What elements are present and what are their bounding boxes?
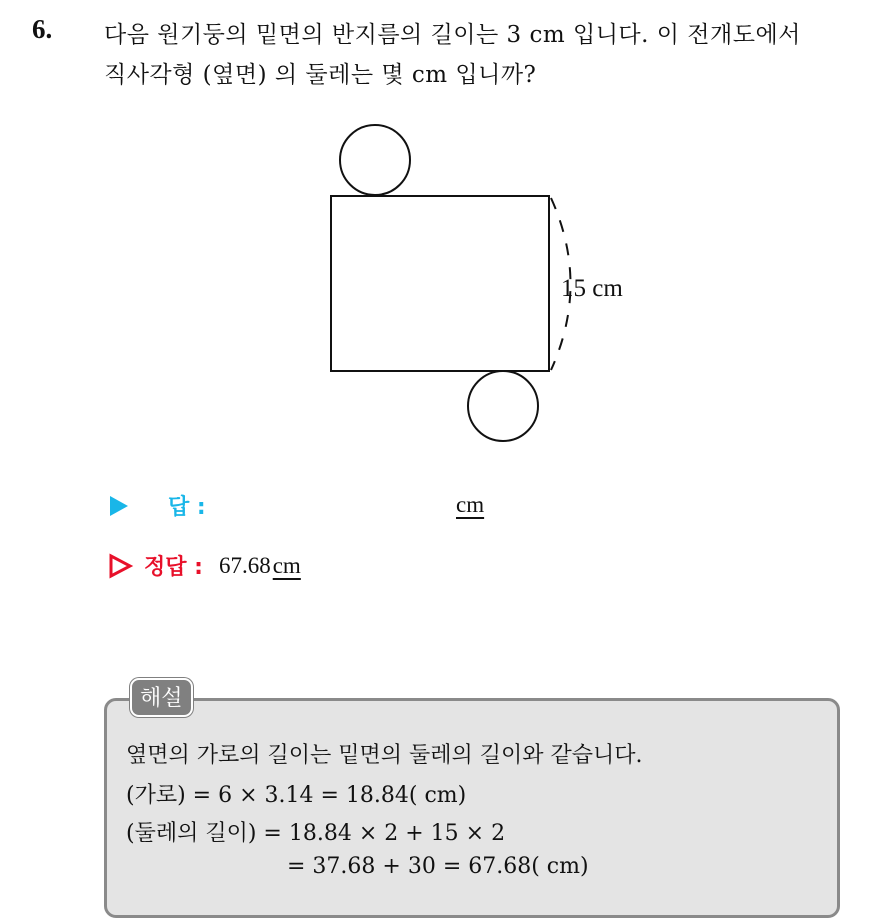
height-label: 15 cm: [561, 275, 623, 302]
correct-answer-unit: cm: [272, 552, 301, 578]
correct-answer-value: [219, 553, 301, 579]
bottom-base-circle: [468, 371, 538, 441]
correct-marker-icon: [108, 553, 134, 579]
top-base-circle: [340, 125, 410, 195]
solution-line-2: (가로) = 6 × 3.14 = 18.84( cm): [126, 783, 467, 808]
solution-line-4: = 37.68 + 30 = 67.68( cm): [287, 854, 589, 879]
answer-unit: cm: [456, 492, 485, 517]
solution-line-1: 옆면의 가로의 길이는 밑면의 둘레의 길이와 같습니다.: [126, 743, 643, 768]
correct-answer-row: [108, 550, 301, 581]
solution-line-3: (둘레의 길이) = 18.84 × 2 + 15 × 2: [126, 821, 506, 846]
question-number: 6.: [32, 14, 53, 44]
cylinder-net-figure: [0, 0, 884, 460]
side-rectangle: [331, 196, 549, 371]
answer-label: 답 :: [168, 495, 206, 520]
correct-answer-label: 정답 :: [144, 555, 203, 580]
question-text-line-1: 다음 원기둥의 밑면의 반지름의 길이는 3 cm 입니다. 이 전개도에서: [104, 22, 801, 48]
correct-answer-number: 67.68: [218, 552, 271, 578]
solution-tag: 해설: [130, 678, 193, 717]
answer-row: [108, 490, 206, 521]
answer-marker-icon: [108, 494, 130, 518]
question-text-line-2: 직사각형 (옆면) 의 둘레는 몇 cm 입니까?: [104, 62, 537, 88]
